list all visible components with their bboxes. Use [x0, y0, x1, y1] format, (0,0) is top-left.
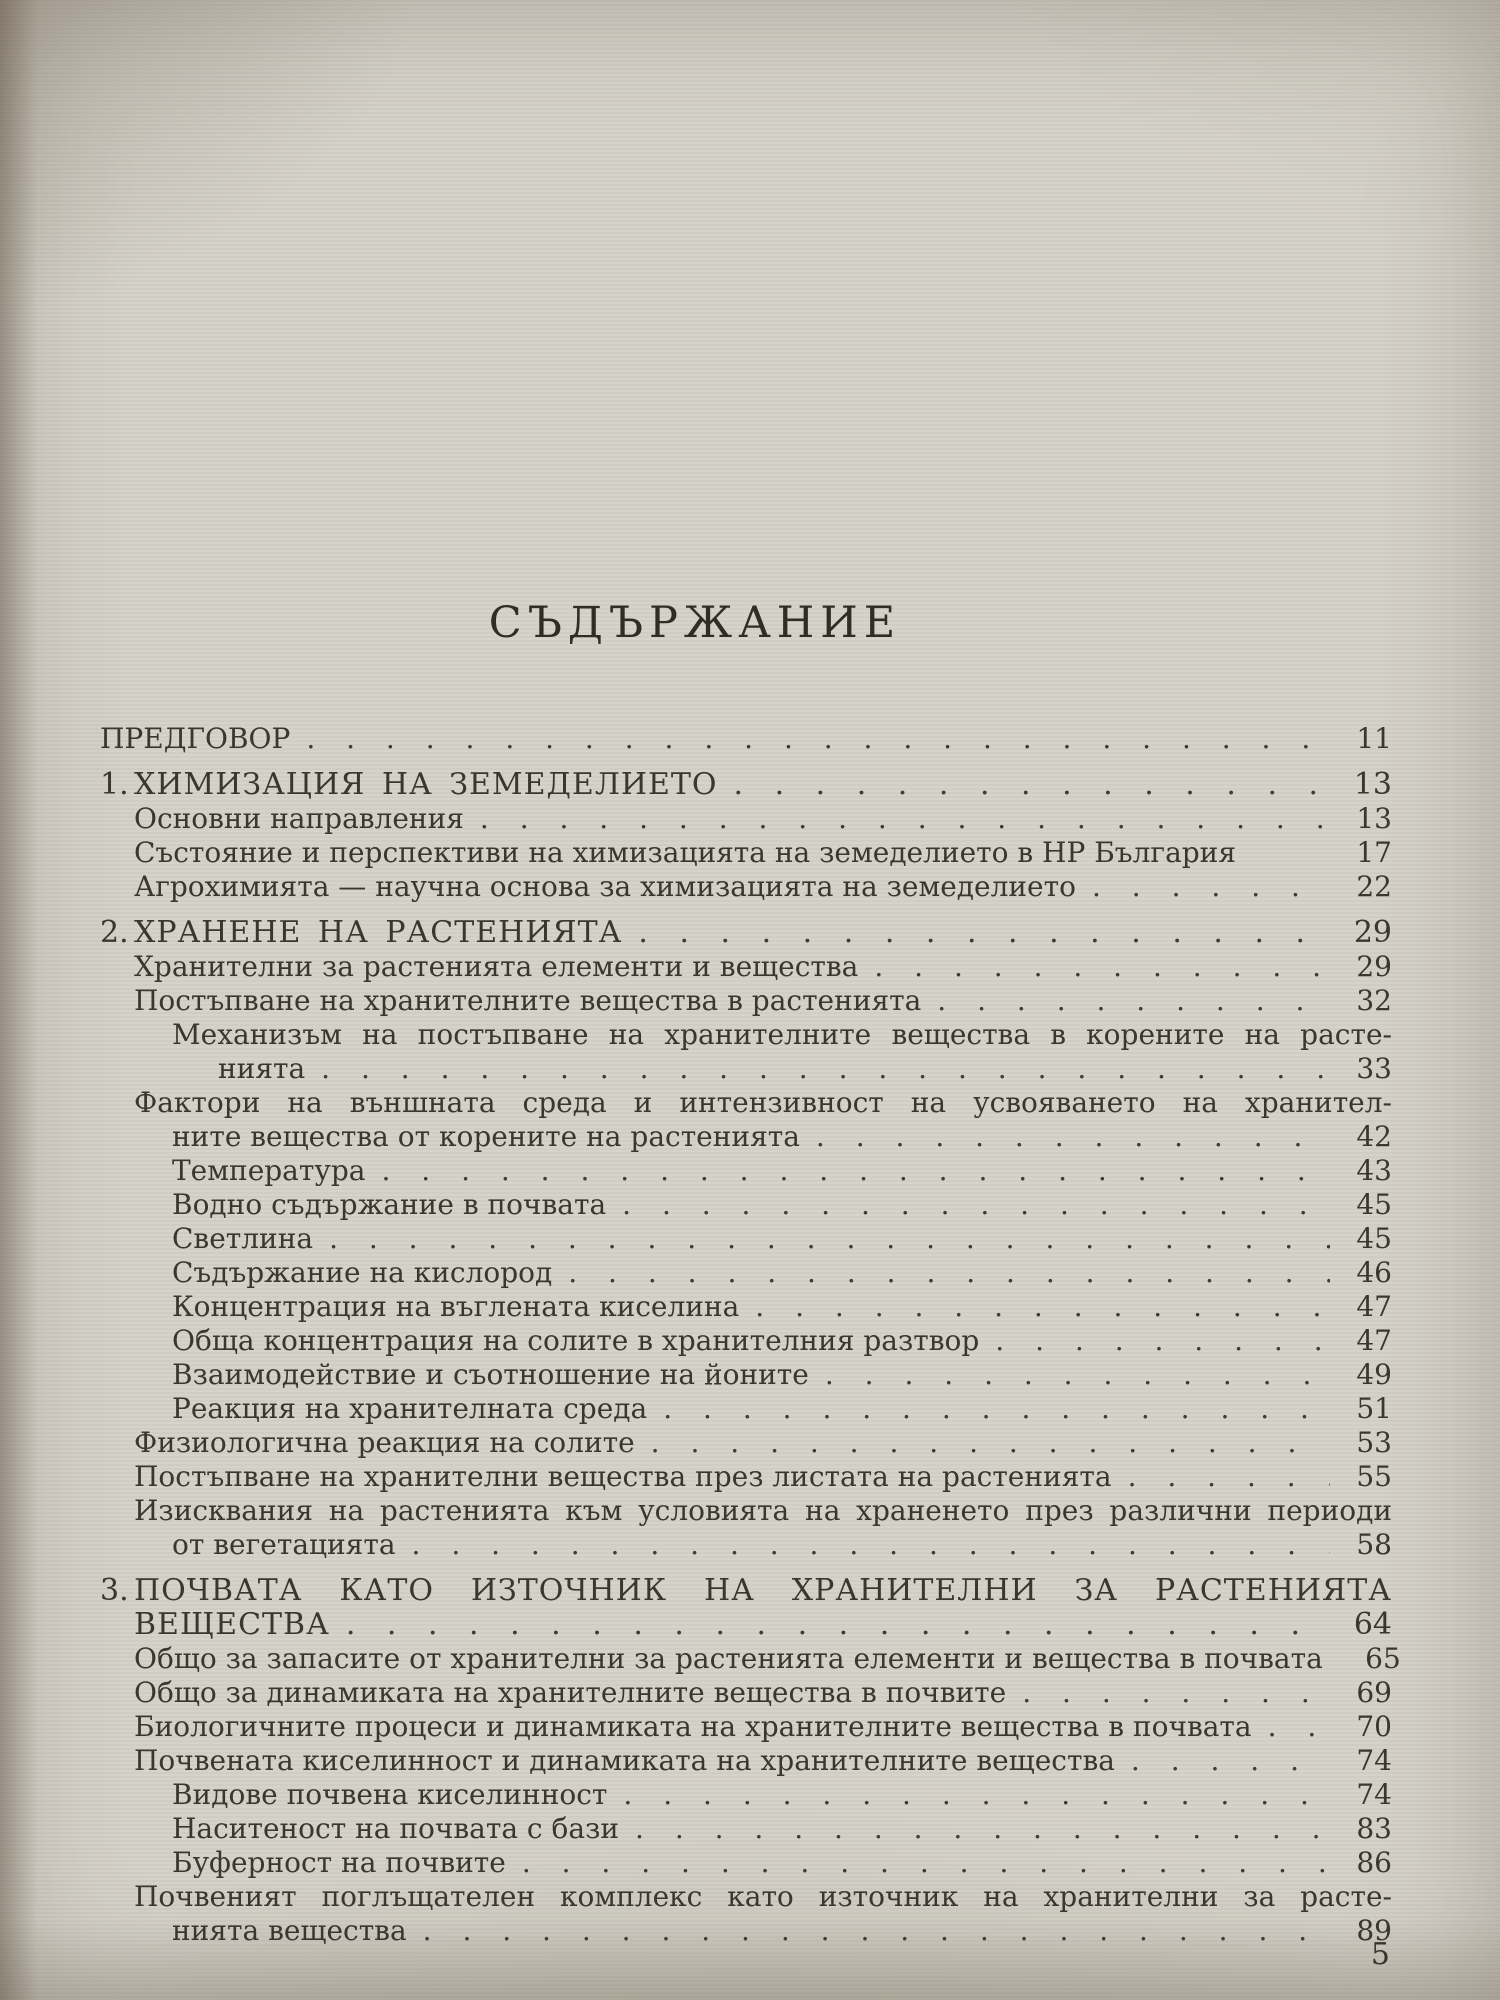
toc-entry-line — [100, 1256, 1392, 1290]
toc-entry — [100, 916, 1392, 950]
toc-entry-line — [100, 870, 1392, 904]
dot-leader — [522, 1846, 1330, 1880]
dot-leader — [306, 722, 1330, 756]
entry-label: ХРАНЕНЕ НА РАСТЕНИЯТА — [134, 915, 623, 950]
entry-label: ПРЕДГОВОР — [100, 722, 291, 755]
entry-page-number: 32 — [1356, 984, 1392, 1017]
entry-label: ПОЧВАТА КАТО ИЗТОЧНИК НА ХРАНИТЕЛНИ ЗА РАСТЕНИЯТА — [134, 1573, 1392, 1608]
entry-label: Взаимодействие и съотношение на йоните — [172, 1358, 809, 1391]
dot-leader — [1131, 1744, 1330, 1778]
entry-page-number: 45 — [1356, 1188, 1392, 1221]
entry-page-number: 86 — [1356, 1846, 1392, 1879]
toc-entry-line — [100, 984, 1392, 1018]
toc-entry — [100, 1086, 1392, 1154]
toc-entry — [100, 1392, 1392, 1426]
entry-label: ХИМИЗАЦИЯ НА ЗЕМЕДЕЛИЕТО — [134, 767, 718, 802]
toc-entry — [100, 984, 1392, 1018]
toc-entry — [100, 1188, 1392, 1222]
entry-label: ВЕЩЕСТВА — [134, 1607, 330, 1642]
toc-entry-line — [100, 1460, 1392, 1494]
toc-entry-line — [100, 1574, 1392, 1608]
entry-page-number: 22 — [1356, 870, 1392, 903]
entry-page-number: 17 — [1356, 836, 1392, 869]
toc-entry — [100, 768, 1392, 802]
toc-entry-line — [100, 1528, 1392, 1562]
toc-entry — [100, 1426, 1392, 1460]
entry-label: Буферност на почвите — [172, 1846, 506, 1879]
entry-page-number: 13 — [1353, 767, 1392, 802]
entry-label: Светлина — [172, 1222, 314, 1255]
toc-entry-line — [100, 1880, 1392, 1914]
entry-page-number: 46 — [1356, 1256, 1392, 1289]
entry-page-number: 47 — [1356, 1290, 1392, 1323]
toc-entry — [100, 1222, 1392, 1256]
chapter-number: 3. — [100, 1573, 129, 1608]
entry-page-number: 74 — [1356, 1778, 1392, 1811]
toc-entry-line — [100, 1018, 1392, 1052]
toc-entry-line — [100, 1494, 1392, 1528]
toc-entry-line — [100, 1188, 1392, 1222]
toc-entry-line — [100, 1744, 1392, 1778]
dot-leader — [874, 950, 1330, 984]
entry-label: Фактори на външната среда и интензивност на усвояването на хранител- — [134, 1086, 1392, 1119]
toc-entry-line — [100, 1222, 1392, 1256]
entry-label: Физиологична реакция на солите — [134, 1426, 635, 1459]
dot-leader — [480, 802, 1330, 836]
toc-entry — [100, 1290, 1392, 1324]
entry-page-number: 51 — [1356, 1392, 1392, 1425]
entry-page-number: 11 — [1356, 722, 1392, 755]
dot-leader — [412, 1528, 1330, 1562]
dot-leader — [937, 984, 1330, 1018]
entry-page-number: 53 — [1356, 1426, 1392, 1459]
entry-page-number: 58 — [1356, 1528, 1392, 1561]
toc-entry-line — [100, 836, 1392, 870]
entry-label: Общо за динамиката на хранителните вещества в почвите — [134, 1676, 1007, 1709]
dot-leader — [663, 1392, 1330, 1426]
toc-entry-line — [100, 1676, 1392, 1710]
toc-entry — [100, 1358, 1392, 1392]
dot-leader — [825, 1358, 1330, 1392]
entry-page-number: 13 — [1356, 802, 1392, 835]
entry-page-number: 45 — [1356, 1222, 1392, 1255]
toc-entry-line — [100, 1358, 1392, 1392]
entry-label: Агрохимията — научна основа за химизацията на земеделието — [134, 870, 1076, 903]
toc-list — [100, 722, 1401, 1948]
toc-entry — [100, 1778, 1392, 1812]
entry-page-number: 83 — [1356, 1812, 1392, 1845]
entry-label: Постъпване на хранителни вещества през листата на растенията — [134, 1460, 1112, 1493]
toc-entry-line — [100, 1052, 1392, 1086]
toc-entry-line — [100, 722, 1392, 756]
toc-entry — [100, 1154, 1392, 1188]
entry-page-number: 29 — [1353, 915, 1392, 950]
dot-leader — [623, 1778, 1330, 1812]
entry-label: Биологичните процеси и динамиката на хранителните вещества в почвата — [134, 1710, 1252, 1743]
dot-leader — [635, 1812, 1330, 1846]
dot-leader — [1268, 1710, 1330, 1744]
toc-entry — [100, 1324, 1392, 1358]
entry-page-number: 65 — [1365, 1642, 1401, 1675]
entry-label: нията вещества — [172, 1914, 407, 1947]
toc-entry-line — [100, 1324, 1392, 1358]
toc-entry-line — [100, 1086, 1392, 1120]
toc-entry — [100, 836, 1392, 870]
toc-entry-line — [100, 768, 1392, 802]
toc-entry-line — [100, 950, 1392, 984]
entry-page-number: 70 — [1356, 1710, 1392, 1743]
entry-page-number: 43 — [1356, 1154, 1392, 1187]
dot-leader — [995, 1324, 1330, 1358]
toc-entry-line — [100, 1846, 1392, 1880]
toc-entry — [100, 1846, 1392, 1880]
toc-entry-line — [100, 1710, 1392, 1744]
chapter-number: 1. — [100, 767, 129, 802]
entry-label: Състояние и перспективи на химизацията на земеделието в НР България — [134, 836, 1237, 869]
entry-label: Реакция на хранителната среда — [172, 1392, 648, 1425]
entry-label: Водно съдържание в почвата — [172, 1188, 607, 1221]
entry-label: Общо за запасите от хранителни за растенията елементи и вещества в почвата — [134, 1642, 1323, 1675]
toc-entry — [100, 1676, 1392, 1710]
toc-entry-line — [100, 1426, 1392, 1460]
entry-page-number: 55 — [1356, 1460, 1392, 1493]
dot-leader — [1128, 1460, 1330, 1494]
dot-leader — [346, 1608, 1330, 1642]
dot-leader — [638, 916, 1330, 950]
toc-entry — [100, 1642, 1401, 1676]
dot-leader — [1092, 870, 1330, 904]
entry-label: Температура — [172, 1154, 366, 1187]
entry-page-number: 47 — [1356, 1324, 1392, 1357]
toc-entry — [100, 1880, 1392, 1948]
entry-page-number: 33 — [1356, 1052, 1392, 1085]
toc-entry-line — [100, 1392, 1392, 1426]
entry-label: Механизъм на постъпване на хранителните вещества в корените на расте- — [172, 1018, 1392, 1051]
toc-entry — [100, 1018, 1392, 1086]
toc-entry-line — [100, 1812, 1392, 1846]
toc-entry — [100, 1460, 1392, 1494]
toc-entry-line — [100, 1778, 1392, 1812]
dot-leader — [651, 1426, 1330, 1460]
entry-page-number: 64 — [1353, 1607, 1392, 1642]
toc-entry-line — [100, 1290, 1392, 1324]
entry-page-number: 29 — [1356, 950, 1392, 983]
entry-label: Почвената киселинност и динамиката на хранителните вещества — [134, 1744, 1115, 1777]
dot-leader — [734, 768, 1330, 802]
entry-label: Обща концентрация на солите в хранителния разтвор — [172, 1324, 980, 1357]
entry-page-number: 89 — [1356, 1914, 1392, 1947]
entry-label: Почвеният поглъщателен комплекс като източник на хранителни за расте- — [134, 1880, 1392, 1913]
dot-leader — [329, 1222, 1330, 1256]
dot-leader — [568, 1256, 1330, 1290]
entry-label: нията — [218, 1052, 306, 1085]
dot-leader — [622, 1188, 1330, 1222]
dot-leader — [381, 1154, 1330, 1188]
toc-entry — [100, 1744, 1392, 1778]
entry-label: Наситеност на почвата с бази — [172, 1812, 620, 1845]
toc-entry — [100, 950, 1392, 984]
dot-leader — [1022, 1676, 1330, 1710]
dot-leader — [423, 1914, 1330, 1948]
entry-label: Изисквания на растенията към условията на храненето през различни периоди — [134, 1494, 1392, 1527]
toc-entry-line — [100, 1608, 1392, 1642]
entry-label: Съдържание на кислород — [172, 1256, 553, 1289]
toc-entry-line — [100, 916, 1392, 950]
page-folio: 5 — [1370, 1937, 1390, 1972]
entry-page-number: 69 — [1356, 1676, 1392, 1709]
toc-entry-line — [100, 1642, 1401, 1676]
toc-entry — [100, 1710, 1392, 1744]
toc-title: СЪДЪРЖАНИЕ — [488, 598, 902, 648]
entry-label: от вегетацията — [172, 1528, 396, 1561]
toc-entry — [100, 722, 1392, 756]
dot-leader — [321, 1052, 1330, 1086]
toc-entry-line — [100, 1120, 1392, 1154]
toc-entry-line — [100, 1154, 1392, 1188]
entry-page-number: 49 — [1356, 1358, 1392, 1391]
toc-entry — [100, 1494, 1392, 1562]
entry-label: ните вещества от корените на растенията — [172, 1120, 800, 1153]
toc-entry — [100, 870, 1392, 904]
entry-label: Концентрация на въглената киселина — [172, 1290, 740, 1323]
toc-entry-line — [100, 802, 1392, 836]
entry-page-number: 74 — [1356, 1744, 1392, 1777]
toc-entry — [100, 1574, 1392, 1642]
entry-page-number: 42 — [1356, 1120, 1392, 1153]
chapter-number: 2. — [100, 915, 129, 950]
toc-entry — [100, 1256, 1392, 1290]
dot-leader — [755, 1290, 1330, 1324]
toc-entry — [100, 1812, 1392, 1846]
toc-entry-line — [100, 1914, 1392, 1948]
entry-label: Постъпване на хранителните вещества в растенията — [134, 984, 922, 1017]
entry-label: Основни направления — [134, 802, 464, 835]
entry-label: Видове почвена киселинност — [172, 1778, 608, 1811]
dot-leader — [816, 1120, 1330, 1154]
toc-entry — [100, 802, 1392, 836]
entry-label: Хранителни за растенията елементи и вещества — [134, 950, 859, 983]
